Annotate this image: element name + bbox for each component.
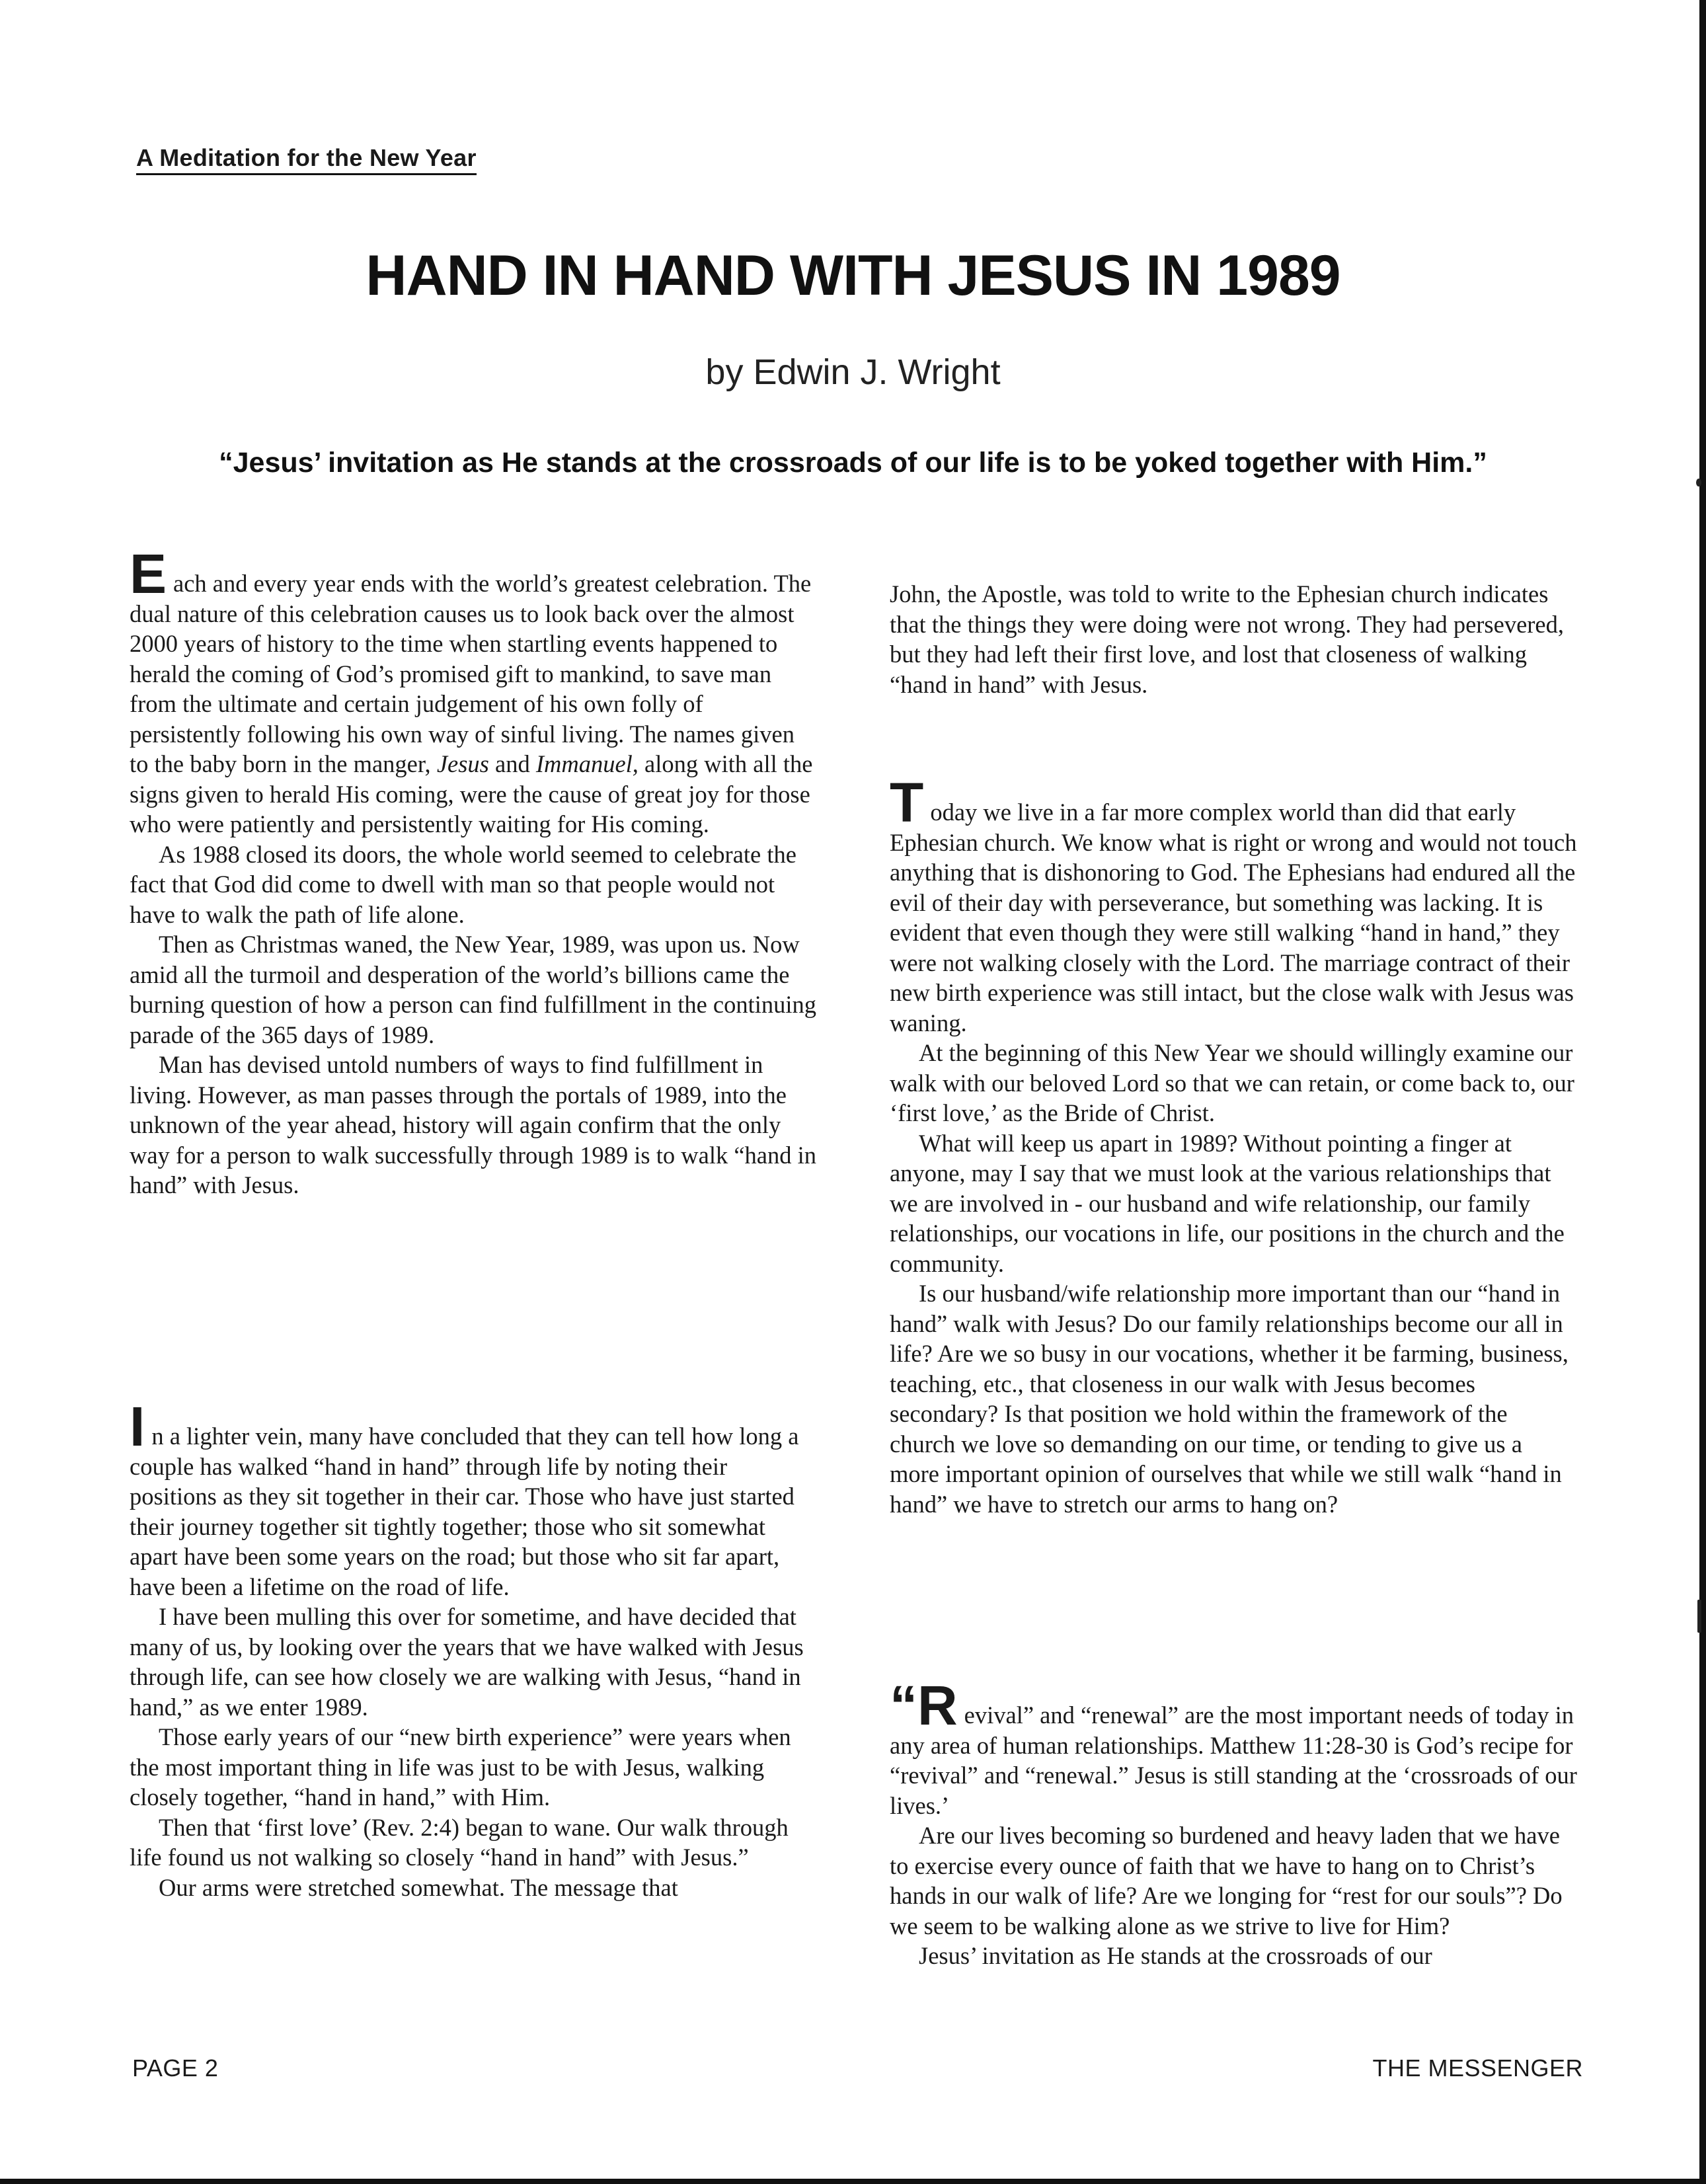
publication-name: THE MESSENGER <box>1372 2054 1583 2082</box>
article-byline: by Edwin J. Wright <box>705 352 1001 392</box>
drop-cap: T <box>890 771 924 834</box>
scan-speck <box>1696 479 1701 487</box>
paragraph: Man has devised untold numbers of ways to find fulfillment in living. However, as man passes through the portals of 1989, into the unknown of the year ahead, history will again confirm that the only way for a person to walk successfully through 1989 is to walk “hand in hand” with Jesus. <box>130 1051 817 1198</box>
paragraph: Is our husband/wife relationship more important than our “hand in hand” walk with Jesus? Do our family relationships become our all in life? Are we so busy in our vocations, whether it be farming, business, teaching, etc., that closeness in our walk with Jesus becomes secondary? Is that position we hold within the framework of the church we love so demanding on our time, or tending to give us a more important opinion of ourselves that while we still walk “hand in hand” we have to stretch our arms to hang on? <box>890 1280 1569 1518</box>
paragraph: Jesus’ invitation as He stands at the crossroads of our <box>919 1942 1432 1969</box>
drop-cap: E <box>130 543 167 605</box>
scan-edge-bottom <box>0 2179 1706 2184</box>
paragraph: John, the Apostle, was told to write to the Ephesian church indicates that the things they were doing were not wrong. They had persevered, but they had left their first love, and lost that closeness of walking “hand in hand” with Jesus. <box>890 580 1565 698</box>
paragraph: Our arms were stretched somewhat. The message that <box>159 1873 678 1901</box>
paragraph: Are our lives becoming so burdened and heavy laden that we have to exercise every ounce of faith that we have to hang on to Christ’s hands in our walk of life? Are we longing for “rest for our souls”? Do we seem to be walking alone as we strive to live for Him? <box>890 1822 1563 1939</box>
paragraph: Each and every year ends with the world’s greatest celebration. The dual nature of this celebration causes us to look back over the almost 2000 years of history to the time when startling events happened to herald the coming of God’s promised gift to mankind, to save man from the ultimate and certain judgement of his own folly of persistently following his own way of sinful living. The names given to the baby born in the manger, Jesus and Immanuel, along with all the signs given to herald His coming, were the cause of great joy for those who were patiently and persistently waiting for His coming. <box>130 543 813 838</box>
paragraph: As 1988 closed its doors, the whole world seemed to celebrate the fact that God did come to dwell with man so that people would not have to walk the path of life alone. <box>130 840 796 928</box>
drop-cap: I <box>130 1395 145 1458</box>
drop-cap: “R <box>890 1674 958 1736</box>
paragraph: In a lighter vein, many have concluded that they can tell how long a couple has walked “hand in hand” through life by noting their positions as they sit together in their car. Those who have just started their journey together sit tightly together; those who sit somewhat apart have been some years on the road; but those who sit far apart, have been a lifetime on the road of life. <box>130 1395 799 1600</box>
section-kicker: A Meditation for the New Year <box>136 144 477 175</box>
section-lighter-vein <box>130 1395 817 1902</box>
pull-quote: “Jesus’ invitation as He stands at the crossroads of our life is to be yoked together with Him.” <box>219 447 1487 479</box>
section-today-we-live <box>890 771 1577 1519</box>
paragraph: Those early years of our “new birth experience” were years when the most important thing in life was just to be with Jesus, walking closely together, “hand in hand,” with Him. <box>130 1723 791 1811</box>
article-title: HAND IN HAND WITH JESUS IN 1989 <box>366 244 1340 307</box>
paragraph: I have been mulling this over for sometime, and have decided that many of us, by looking over the years that we have walked with Jesus through life, can see how closely we are walking with Jesus, “hand in hand,” as we enter 1989. <box>130 1603 804 1721</box>
paragraph: “Revival” and “renewal” are the most important needs of today in any area of human relationships. Matthew 11:28-30 is God’s recipe for “revival” and “renewal.” Jesus is still standing at the ‘crossroads of our lives.’ <box>890 1674 1577 1819</box>
section-each-and-every-year <box>130 543 817 1200</box>
paragraph: At the beginning of this New Year we should willingly examine our walk with our beloved Lord so that we can retain, or come back to, our ‘first love,’ as the Bride of Christ. <box>890 1039 1574 1126</box>
scan-speck <box>1697 1600 1701 1633</box>
paragraph: What will keep us apart in 1989? Without pointing a finger at anyone, may I say that we must look at the various relationships that we are involved in - our husband and wife relationship, our family relationships, our vocations in life, our positions in the church and the community. <box>890 1129 1565 1277</box>
paragraph: Then as Christmas waned, the New Year, 1989, was upon us. Now amid all the turmoil and desperation of the world’s billions came the burning question of how a person can find fulfillment in the continuing parade of the 365 days of 1989. <box>130 931 817 1048</box>
paragraph: Today we live in a far more complex world than did that early Ephesian church. We know what is right or wrong and would not touch anything that is dishonoring to God. The Ephesians had endured all the evil of their day with perseverance, but something was lacking. It is evident that even though they were still walking “hand in hand,” they were not walking closely with the Lord. The marriage contract of their new birth experience was still intact, but the close walk with Jesus was waning. <box>890 771 1577 1036</box>
section-revival <box>890 1674 1577 1971</box>
page-number: PAGE 2 <box>132 2054 219 2082</box>
scan-edge-right <box>1699 0 1706 2184</box>
paragraph: Then that ‘first love’ (Rev. 2:4) began to wane. Our walk through life found us not walking so closely “hand in hand” with Jesus.” <box>130 1813 789 1871</box>
section-continuation <box>890 579 1577 699</box>
